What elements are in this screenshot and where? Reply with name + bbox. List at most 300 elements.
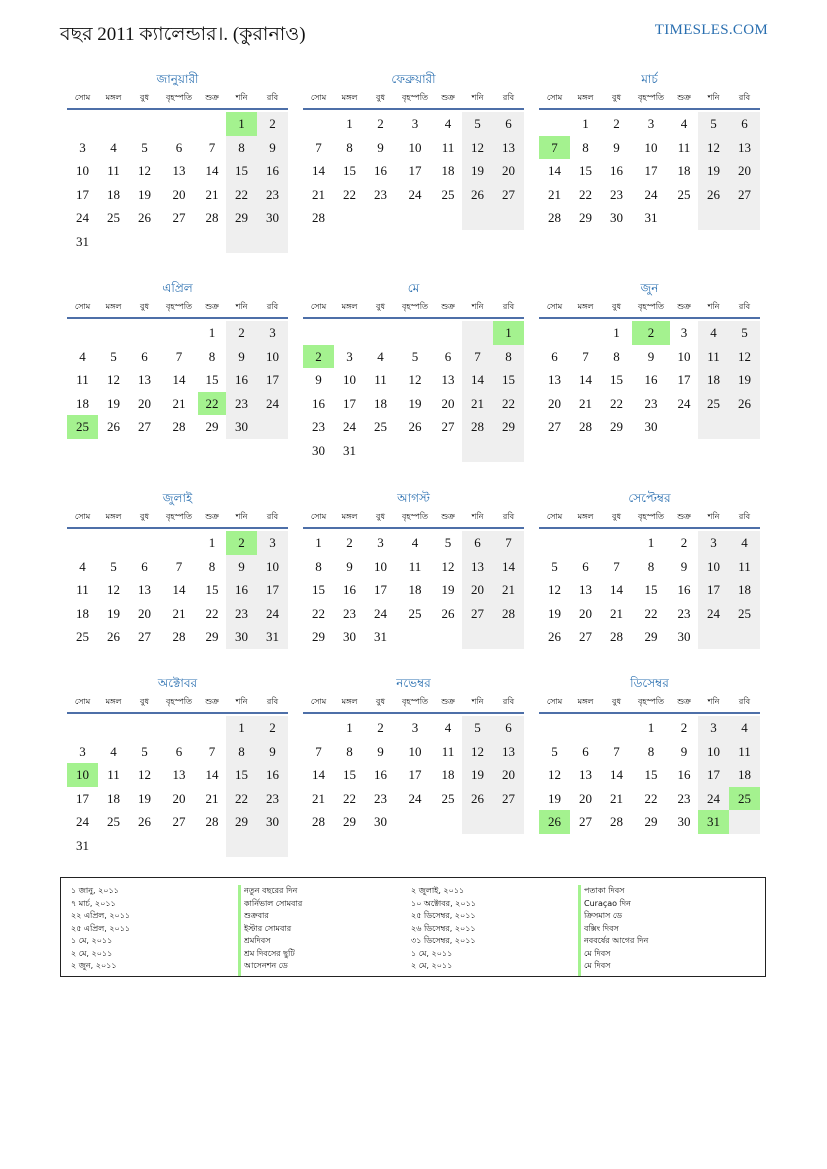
- day-cell: 3: [257, 321, 288, 345]
- day-cell: 22: [343, 790, 356, 806]
- weekday-header: [67, 692, 288, 714]
- day-cell: 7: [539, 136, 570, 160]
- weekday-label: শনি: [707, 302, 720, 311]
- days-grid: [539, 112, 760, 230]
- day-cell: 22: [493, 392, 524, 416]
- day-cell: 28: [493, 602, 524, 626]
- day-cell: 5: [462, 716, 493, 740]
- day-cell: 2: [257, 716, 288, 740]
- day-cell: 3: [79, 743, 86, 759]
- day-cell: 24: [257, 602, 288, 626]
- weekday-label: রবি: [502, 302, 515, 311]
- site-brand-link[interactable]: TIMESLES.COM: [654, 22, 768, 38]
- day-cell: 11: [408, 558, 422, 574]
- day-cell: 8: [208, 348, 216, 364]
- day-cell: 26: [462, 787, 493, 811]
- empty-cell: [198, 716, 226, 740]
- day-cell: 21: [312, 186, 325, 202]
- empty-cell: [462, 439, 493, 463]
- day-cell: 10: [67, 763, 98, 787]
- legend-holiday-name: নতুন বছরের দিন: [244, 886, 298, 895]
- day-cell: 30: [644, 419, 658, 434]
- legend-date: ১০ অক্টোবর, ২০১১: [411, 898, 476, 908]
- weekday-label: শুক্র: [205, 302, 219, 311]
- weekday-label: শনি: [707, 697, 720, 706]
- day-cell: 28: [205, 814, 219, 829]
- weekday-label: রবি: [266, 302, 279, 311]
- day-cell: 3: [411, 116, 419, 131]
- day-cell: 29: [312, 629, 325, 644]
- empty-cell: [434, 321, 462, 345]
- empty-cell: [160, 834, 198, 858]
- day-cell: 29: [644, 629, 658, 644]
- day-cell: 20: [138, 605, 151, 621]
- weekday-label: মঙ্গল: [105, 697, 122, 706]
- day-cell: 16: [312, 395, 325, 411]
- empty-cell: [226, 230, 257, 254]
- days-grid: [303, 531, 524, 649]
- day-cell: 8: [493, 345, 524, 369]
- day-cell: 20: [493, 763, 524, 787]
- day-cell: 17: [408, 163, 422, 178]
- day-cell: 8: [582, 139, 589, 155]
- legend-names-column-2: [578, 885, 747, 976]
- empty-cell: [129, 834, 160, 858]
- day-cell: 23: [226, 392, 257, 416]
- weekday-label: মঙ্গল: [341, 302, 358, 311]
- empty-cell: [303, 112, 334, 136]
- day-cell: 1: [315, 535, 322, 550]
- weekday-header: [539, 507, 760, 529]
- day-cell: 20: [548, 395, 561, 411]
- empty-cell: [334, 206, 365, 230]
- day-cell: 2: [613, 116, 620, 131]
- day-cell: 24: [76, 814, 89, 829]
- day-cell: 15: [312, 582, 325, 597]
- day-cell: 21: [548, 186, 561, 202]
- day-cell: 26: [107, 629, 120, 644]
- day-cell: 30: [257, 206, 288, 230]
- day-cell: 22: [343, 186, 356, 202]
- day-cell: 4: [729, 716, 760, 740]
- day-cell: 13: [729, 136, 760, 160]
- day-cell: 5: [110, 348, 117, 364]
- weekday-header: [539, 692, 760, 714]
- empty-cell: [98, 321, 129, 345]
- day-cell: 30: [226, 625, 257, 649]
- weekday-label: শুক্র: [441, 697, 455, 706]
- day-cell: 26: [698, 183, 729, 207]
- day-cell: 25: [441, 186, 455, 202]
- day-cell: 31: [76, 837, 89, 853]
- day-cell: 14: [493, 555, 524, 579]
- day-cell: 28: [312, 814, 325, 829]
- day-cell: 5: [141, 743, 148, 759]
- day-cell: 26: [462, 183, 493, 207]
- legend-dates-column-2: [411, 885, 574, 976]
- day-cell: 27: [493, 183, 524, 207]
- day-cell: 10: [257, 555, 288, 579]
- day-cell: 18: [76, 605, 89, 621]
- legend-holiday-name: পতাকা দিবস: [584, 886, 625, 895]
- month-name: এপ্রিল: [162, 281, 193, 295]
- day-cell: 11: [374, 372, 387, 387]
- empty-cell: [462, 625, 493, 649]
- day-cell: 13: [138, 582, 151, 597]
- empty-cell: [434, 439, 462, 463]
- day-cell: 23: [226, 602, 257, 626]
- empty-cell: [396, 321, 434, 345]
- day-cell: 10: [257, 345, 288, 369]
- day-cell: 29: [343, 814, 356, 829]
- weekday-label: বৃহস্পতি: [165, 93, 193, 102]
- day-cell: 21: [172, 395, 186, 411]
- day-cell: 30: [374, 814, 387, 829]
- weekday-label: সোম: [74, 302, 91, 311]
- weekday-label: বুধ: [612, 93, 621, 102]
- day-cell: 1: [226, 716, 257, 740]
- day-cell: 5: [444, 535, 452, 550]
- day-cell: 5: [411, 348, 419, 364]
- day-cell: 31: [644, 210, 658, 225]
- day-cell: 27: [493, 787, 524, 811]
- day-cell: 14: [312, 163, 325, 178]
- weekday-label: রবি: [266, 93, 279, 102]
- day-cell: 21: [172, 605, 186, 621]
- day-cell: 22: [226, 183, 257, 207]
- day-cell: 12: [548, 582, 561, 597]
- weekday-label: শুক্র: [677, 512, 691, 521]
- month-name: সেপ্টেম্বর: [628, 491, 671, 505]
- day-cell: 9: [257, 740, 288, 764]
- weekday-label: রবি: [738, 93, 751, 102]
- day-cell: 5: [141, 139, 148, 155]
- day-cell: 7: [175, 348, 183, 364]
- day-cell: 10: [374, 558, 387, 574]
- day-cell: 15: [343, 767, 356, 782]
- day-cell: 9: [647, 348, 655, 364]
- empty-cell: [434, 810, 462, 834]
- empty-cell: [698, 415, 729, 439]
- day-cell: 7: [315, 743, 322, 759]
- day-cell: 16: [374, 767, 387, 782]
- legend-date: ৭ মার্চ, ২০১১: [71, 898, 116, 908]
- day-cell: 25: [698, 392, 729, 416]
- day-cell: 29: [205, 629, 219, 644]
- day-cell: 5: [462, 112, 493, 136]
- day-cell: 17: [698, 578, 729, 602]
- day-cell: 27: [548, 419, 561, 434]
- month-name: অক্টোবর: [157, 676, 198, 690]
- empty-cell: [462, 321, 493, 345]
- day-cell: 24: [644, 186, 658, 202]
- day-cell: 22: [579, 186, 592, 202]
- day-cell: 19: [107, 395, 120, 411]
- day-cell: 17: [408, 767, 422, 782]
- day-cell: 29: [226, 206, 257, 230]
- day-cell: 17: [644, 163, 658, 178]
- day-cell: 25: [67, 415, 98, 439]
- day-cell: 26: [107, 419, 120, 434]
- legend-dates-column-1: [71, 885, 234, 976]
- empty-cell: [396, 439, 434, 463]
- day-cell: 1: [208, 535, 216, 550]
- day-cell: 7: [208, 743, 216, 759]
- day-cell: 15: [226, 159, 257, 183]
- legend-date: ২২ এপ্রিল, ২০১১: [71, 911, 131, 920]
- day-cell: 1: [226, 112, 257, 136]
- days-grid: [303, 321, 524, 462]
- day-cell: 6: [729, 112, 760, 136]
- day-cell: 27: [579, 814, 592, 829]
- weekday-label: শুক্র: [205, 512, 219, 521]
- weekday-label: বুধ: [376, 302, 385, 311]
- weekday-label: শনি: [707, 93, 720, 102]
- legend-holiday-name: ক্রিসমাস ডে: [584, 911, 622, 920]
- days-grid: [67, 531, 288, 649]
- days-grid: [67, 112, 288, 253]
- weekday-label: বুধ: [140, 697, 149, 706]
- day-cell: 4: [110, 139, 117, 155]
- empty-cell: [539, 531, 570, 555]
- day-cell: 19: [698, 159, 729, 183]
- day-cell: 2: [226, 321, 257, 345]
- empty-cell: [98, 716, 129, 740]
- day-cell: 13: [548, 372, 561, 387]
- legend-holiday-name: কার্নিভাল সোমবার: [244, 898, 303, 908]
- day-cell: 15: [644, 767, 658, 782]
- day-cell: 18: [698, 368, 729, 392]
- day-cell: 1: [647, 535, 655, 550]
- day-cell: 9: [680, 743, 688, 759]
- empty-cell: [698, 206, 729, 230]
- legend-date: ২ জুলাই, ২০১১: [411, 886, 465, 895]
- weekday-label: সোম: [310, 93, 327, 102]
- legend-holiday-name: শ্রমদিবস: [244, 936, 271, 945]
- day-cell: 15: [644, 582, 658, 597]
- weekday-label: মঙ্গল: [341, 93, 358, 102]
- empty-cell: [334, 321, 365, 345]
- weekday-label: বুধ: [376, 697, 385, 706]
- empty-cell: [570, 321, 601, 345]
- weekday-label: বুধ: [376, 512, 385, 521]
- day-cell: 2: [257, 112, 288, 136]
- legend-holiday-name: শ্রম দিবসের ছুটি: [244, 948, 295, 958]
- day-cell: 26: [138, 814, 151, 829]
- day-cell: 3: [257, 531, 288, 555]
- day-cell: 16: [226, 368, 257, 392]
- day-cell: 3: [680, 325, 688, 340]
- day-cell: 27: [441, 419, 455, 434]
- day-cell: 22: [312, 605, 325, 621]
- weekday-header: [303, 507, 524, 529]
- weekday-label: সোম: [546, 93, 563, 102]
- day-cell: 13: [172, 767, 186, 782]
- day-cell: 8: [647, 743, 655, 759]
- day-cell: 15: [493, 368, 524, 392]
- day-cell: 6: [141, 348, 148, 364]
- day-cell: 24: [698, 787, 729, 811]
- weekday-label: মঙ্গল: [105, 93, 122, 102]
- weekday-label: মঙ্গল: [577, 697, 594, 706]
- empty-cell: [257, 230, 288, 254]
- day-cell: 7: [208, 139, 216, 155]
- day-cell: 22: [226, 787, 257, 811]
- day-cell: 21: [610, 605, 623, 621]
- days-grid: [303, 716, 524, 834]
- day-cell: 18: [374, 395, 387, 411]
- legend-date: ২ মে, ২০১১: [411, 961, 453, 970]
- legend-holiday-name: মে দিবস: [584, 948, 611, 958]
- month-name: মার্চ: [641, 72, 658, 86]
- day-cell: 24: [698, 602, 729, 626]
- empty-cell: [98, 834, 129, 858]
- day-cell: 14: [548, 163, 561, 178]
- day-cell: 26: [138, 210, 151, 225]
- day-cell: 27: [172, 210, 186, 225]
- day-cell: 19: [107, 605, 120, 621]
- day-cell: 22: [644, 605, 658, 621]
- day-cell: 30: [226, 415, 257, 439]
- day-cell: 14: [312, 767, 325, 782]
- day-cell: 16: [677, 582, 691, 597]
- weekday-label: শুক্র: [677, 302, 691, 311]
- weekday-label: সোম: [310, 512, 327, 521]
- legend-date: ২৬ ডিসেম্বর, ২০১১: [411, 923, 476, 933]
- day-cell: 8: [647, 558, 655, 574]
- weekday-label: শনি: [707, 512, 720, 521]
- day-cell: 16: [644, 372, 658, 387]
- month-name: মে: [407, 281, 420, 295]
- day-cell: 12: [107, 372, 120, 387]
- day-cell: 5: [551, 743, 558, 759]
- empty-cell: [129, 716, 160, 740]
- weekday-label: শনি: [471, 512, 484, 521]
- empty-cell: [257, 834, 288, 858]
- empty-cell: [493, 439, 524, 463]
- day-cell: 11: [698, 345, 729, 369]
- day-cell: 9: [680, 558, 688, 574]
- day-cell: 29: [579, 210, 592, 225]
- weekday-label: সোম: [310, 302, 327, 311]
- day-cell: 23: [374, 186, 387, 202]
- days-grid: [539, 716, 760, 834]
- day-cell: 19: [462, 763, 493, 787]
- day-cell: 2: [303, 345, 334, 369]
- empty-cell: [198, 834, 226, 858]
- day-cell: 7: [462, 345, 493, 369]
- day-cell: 28: [610, 814, 623, 829]
- day-cell: 27: [172, 814, 186, 829]
- day-cell: 9: [226, 345, 257, 369]
- day-cell: 10: [698, 555, 729, 579]
- day-cell: 28: [462, 415, 493, 439]
- empty-cell: [539, 112, 570, 136]
- empty-cell: [698, 625, 729, 649]
- weekday-label: বৃহস্পতি: [165, 512, 193, 521]
- day-cell: 17: [76, 790, 89, 806]
- empty-cell: [160, 716, 198, 740]
- weekday-header: [539, 88, 760, 110]
- day-cell: 14: [172, 582, 186, 597]
- empty-cell: [160, 112, 198, 136]
- holiday-legend: [60, 877, 766, 977]
- day-cell: 21: [610, 790, 623, 806]
- weekday-label: শনি: [471, 697, 484, 706]
- day-cell: 14: [462, 368, 493, 392]
- day-cell: 24: [374, 605, 387, 621]
- weekday-label: বৃহস্পতি: [401, 512, 429, 521]
- day-cell: 24: [408, 186, 422, 202]
- day-cell: 22: [644, 790, 658, 806]
- day-cell: 2: [346, 535, 353, 550]
- empty-cell: [98, 230, 129, 254]
- day-cell: 7: [175, 558, 183, 574]
- weekday-label: শনি: [471, 93, 484, 102]
- legend-date: ৩১ ডিসেম্বর, ২০১১: [411, 936, 476, 945]
- day-cell: 4: [444, 720, 452, 735]
- day-cell: 19: [729, 368, 760, 392]
- weekday-label: মঙ্গল: [341, 512, 358, 521]
- day-cell: 3: [647, 116, 655, 131]
- month-block: [539, 489, 760, 649]
- legend-holiday-name: শুক্রবার: [244, 911, 269, 920]
- empty-cell: [670, 415, 698, 439]
- day-cell: 6: [175, 743, 183, 759]
- day-cell: 28: [172, 419, 186, 434]
- day-cell: 4: [729, 531, 760, 555]
- day-cell: 2: [680, 535, 688, 550]
- day-cell: 17: [343, 395, 356, 411]
- day-cell: 18: [107, 186, 120, 202]
- day-cell: 31: [76, 233, 89, 249]
- empty-cell: [396, 625, 434, 649]
- day-cell: 9: [377, 743, 384, 759]
- legend-date: ২ জুন, ২০১১: [71, 961, 117, 970]
- weekday-label: সোম: [546, 302, 563, 311]
- day-cell: 12: [462, 740, 493, 764]
- empty-cell: [160, 230, 198, 254]
- day-cell: 12: [462, 136, 493, 160]
- day-cell: 25: [107, 814, 120, 829]
- day-cell: 1: [647, 720, 655, 735]
- day-cell: 24: [408, 790, 422, 806]
- days-grid: [539, 321, 760, 439]
- weekday-label: বৃহস্পতি: [637, 512, 665, 521]
- empty-cell: [257, 415, 288, 439]
- day-cell: 16: [374, 163, 387, 178]
- day-cell: 11: [107, 163, 120, 178]
- month-block: [539, 70, 760, 230]
- weekday-label: মঙ্গল: [577, 302, 594, 311]
- weekday-label: মঙ্গল: [341, 697, 358, 706]
- empty-cell: [462, 206, 493, 230]
- weekday-label: শুক্র: [441, 93, 455, 102]
- day-cell: 28: [579, 419, 592, 434]
- days-grid: [539, 531, 760, 649]
- day-cell: 6: [551, 348, 558, 364]
- day-cell: 26: [548, 629, 561, 644]
- day-cell: 11: [76, 582, 89, 597]
- day-cell: 20: [579, 605, 592, 621]
- empty-cell: [67, 321, 98, 345]
- weekday-header: [303, 297, 524, 319]
- empty-cell: [198, 112, 226, 136]
- day-cell: 18: [408, 582, 422, 597]
- month-name: ফেব্রুয়ারী: [391, 72, 436, 86]
- day-cell: 19: [548, 790, 561, 806]
- day-cell: 8: [346, 743, 353, 759]
